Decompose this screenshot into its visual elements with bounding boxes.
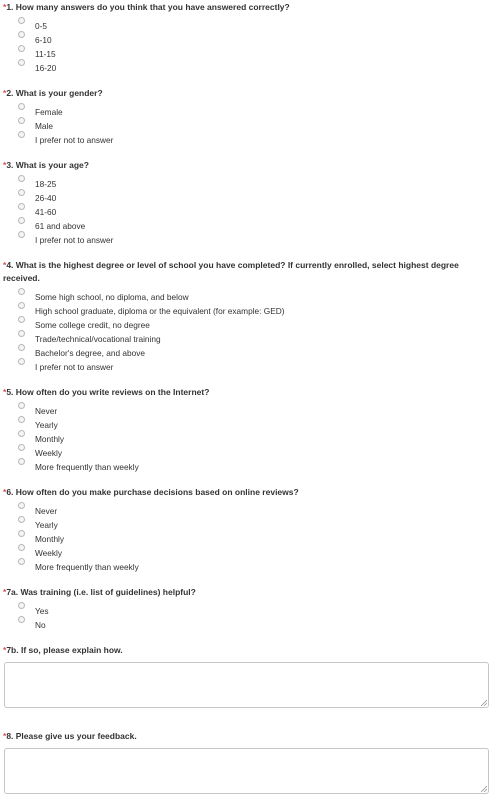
option-label: Never bbox=[35, 506, 58, 516]
radio-button[interactable] bbox=[18, 117, 25, 124]
radio-option-q6-weekly[interactable] bbox=[18, 548, 488, 560]
resize-handle-icon[interactable] bbox=[481, 786, 487, 792]
radio-option-q3-41-60[interactable] bbox=[18, 207, 488, 219]
option-label: Female bbox=[35, 107, 63, 117]
radio-option-q4-high-school-grad[interactable] bbox=[18, 306, 488, 318]
radio-option-q5-weekly[interactable] bbox=[18, 448, 488, 460]
required-marker: * bbox=[3, 2, 7, 12]
required-marker: * bbox=[3, 387, 7, 397]
radio-button[interactable] bbox=[18, 302, 25, 309]
option-label: 16-20 bbox=[35, 63, 57, 73]
option-label: Yearly bbox=[35, 520, 58, 530]
question-7a-title: *7a. Was training (i.e. list of guidelines) helpful? bbox=[3, 587, 196, 597]
radio-option-q1-0-5[interactable] bbox=[18, 21, 488, 33]
radio-option-q4-some-college[interactable] bbox=[18, 320, 488, 332]
question-4-title: *4. What is the highest degree or level of school you have completed? If currently enrolled, select highest degree received. bbox=[3, 260, 459, 283]
option-label: I prefer not to answer bbox=[35, 362, 114, 372]
radio-button[interactable] bbox=[18, 31, 25, 38]
option-label: Bachelor's degree, and above bbox=[35, 348, 145, 358]
radio-option-q7a-no[interactable] bbox=[18, 620, 488, 632]
question-3-title: *3. What is your age? bbox=[3, 160, 89, 170]
required-marker: * bbox=[3, 645, 7, 655]
required-marker: * bbox=[3, 160, 7, 170]
feedback-textarea[interactable] bbox=[4, 748, 489, 794]
option-label: Weekly bbox=[35, 548, 63, 558]
radio-button[interactable] bbox=[18, 358, 25, 365]
radio-button[interactable] bbox=[18, 502, 25, 509]
radio-option-q5-never[interactable] bbox=[18, 406, 488, 418]
required-marker: * bbox=[3, 731, 7, 741]
radio-button[interactable] bbox=[18, 544, 25, 551]
option-label: Weekly bbox=[35, 448, 63, 458]
feedback-textarea-wrapper bbox=[0, 748, 496, 794]
radio-button[interactable] bbox=[18, 558, 25, 565]
option-label: I prefer not to answer bbox=[35, 135, 114, 145]
radio-button[interactable] bbox=[18, 203, 25, 210]
explain-textarea-wrapper bbox=[0, 662, 496, 708]
option-label: Yes bbox=[35, 606, 49, 616]
radio-button[interactable] bbox=[18, 602, 25, 609]
radio-button[interactable] bbox=[18, 175, 25, 182]
option-label: 6-10 bbox=[35, 35, 52, 45]
radio-button[interactable] bbox=[18, 330, 25, 337]
radio-option-q6-monthly[interactable] bbox=[18, 534, 488, 546]
option-label: Monthly bbox=[35, 434, 65, 444]
radio-button[interactable] bbox=[18, 530, 25, 537]
option-label: 11-15 bbox=[35, 49, 56, 59]
option-label: High school graduate, diploma or the equivalent (for example: GED) bbox=[35, 306, 285, 316]
question-7b-title: *7b. If so, please explain how. bbox=[3, 645, 123, 655]
radio-option-q3-18-25[interactable] bbox=[18, 179, 488, 191]
option-label: More frequently than weekly bbox=[35, 562, 139, 572]
option-label: Some college credit, no degree bbox=[35, 320, 150, 330]
explain-textarea[interactable] bbox=[4, 662, 489, 708]
option-label: 41-60 bbox=[35, 207, 57, 217]
option-label: More frequently than weekly bbox=[35, 462, 139, 472]
resize-handle-icon[interactable] bbox=[481, 700, 487, 706]
radio-option-q2-female[interactable] bbox=[18, 107, 488, 119]
required-marker: * bbox=[3, 487, 7, 497]
radio-button[interactable] bbox=[18, 444, 25, 451]
radio-button[interactable] bbox=[18, 103, 25, 110]
radio-option-q4-trade[interactable] bbox=[18, 334, 488, 346]
radio-option-q2-prefer-not[interactable] bbox=[18, 135, 488, 147]
radio-option-q5-more-frequently[interactable] bbox=[18, 462, 488, 474]
option-label: Trade/technical/vocational training bbox=[35, 334, 161, 344]
radio-option-q6-more-frequently[interactable] bbox=[18, 562, 488, 574]
radio-button[interactable] bbox=[18, 430, 25, 437]
radio-option-q7a-yes[interactable] bbox=[18, 606, 488, 618]
question-8-title: *8. Please give us your feedback. bbox=[3, 731, 137, 741]
option-label: Male bbox=[35, 121, 53, 131]
radio-button[interactable] bbox=[18, 316, 25, 323]
radio-button[interactable] bbox=[18, 17, 25, 24]
required-marker: * bbox=[3, 260, 7, 270]
radio-option-q6-yearly[interactable] bbox=[18, 520, 488, 532]
radio-option-q4-bachelors[interactable] bbox=[18, 348, 488, 360]
radio-option-q6-never[interactable] bbox=[18, 506, 488, 518]
question-2-title: *2. What is your gender? bbox=[3, 88, 103, 98]
radio-button[interactable] bbox=[18, 217, 25, 224]
option-label: Some high school, no diploma, and below bbox=[35, 292, 189, 302]
radio-button[interactable] bbox=[18, 189, 25, 196]
option-label: Never bbox=[35, 406, 58, 416]
option-label: Monthly bbox=[35, 534, 65, 544]
radio-option-q3-26-40[interactable] bbox=[18, 193, 488, 205]
radio-button[interactable] bbox=[18, 59, 25, 66]
radio-option-q1-11-15[interactable] bbox=[18, 49, 488, 61]
radio-option-q1-16-20[interactable] bbox=[18, 63, 488, 75]
radio-option-q4-prefer-not[interactable] bbox=[18, 362, 488, 374]
option-label: I prefer not to answer bbox=[35, 235, 114, 245]
radio-option-q3-prefer-not[interactable] bbox=[18, 235, 488, 247]
radio-button[interactable] bbox=[18, 231, 25, 238]
option-label: 26-40 bbox=[35, 193, 57, 203]
option-label: Yearly bbox=[35, 420, 58, 430]
radio-button[interactable] bbox=[18, 402, 25, 409]
option-label: No bbox=[35, 620, 46, 630]
radio-button[interactable] bbox=[18, 131, 25, 138]
option-label: 0-5 bbox=[35, 21, 47, 31]
radio-option-q5-yearly[interactable] bbox=[18, 420, 488, 432]
radio-option-q5-monthly[interactable] bbox=[18, 434, 488, 446]
radio-button[interactable] bbox=[18, 45, 25, 52]
radio-button[interactable] bbox=[18, 458, 25, 465]
radio-option-q4-some-high-school[interactable] bbox=[18, 292, 488, 304]
radio-button[interactable] bbox=[18, 288, 25, 295]
question-6-title: *6. How often do you make purchase decisions based on online reviews? bbox=[3, 487, 299, 497]
radio-button[interactable] bbox=[18, 416, 25, 423]
question-1-title: *1. How many answers do you think that you have answered correctly? bbox=[3, 2, 290, 12]
required-marker: * bbox=[3, 88, 7, 98]
radio-button[interactable] bbox=[18, 616, 25, 623]
radio-option-q2-male[interactable] bbox=[18, 121, 488, 133]
radio-button[interactable] bbox=[18, 516, 25, 523]
radio-option-q3-61-above[interactable] bbox=[18, 221, 488, 233]
radio-button[interactable] bbox=[18, 344, 25, 351]
question-5-title: *5. How often do you write reviews on the Internet? bbox=[3, 387, 210, 397]
option-label: 18-25 bbox=[35, 179, 57, 189]
radio-option-q1-6-10[interactable] bbox=[18, 35, 488, 47]
required-marker: * bbox=[3, 587, 7, 597]
option-label: 61 and above bbox=[35, 221, 86, 231]
